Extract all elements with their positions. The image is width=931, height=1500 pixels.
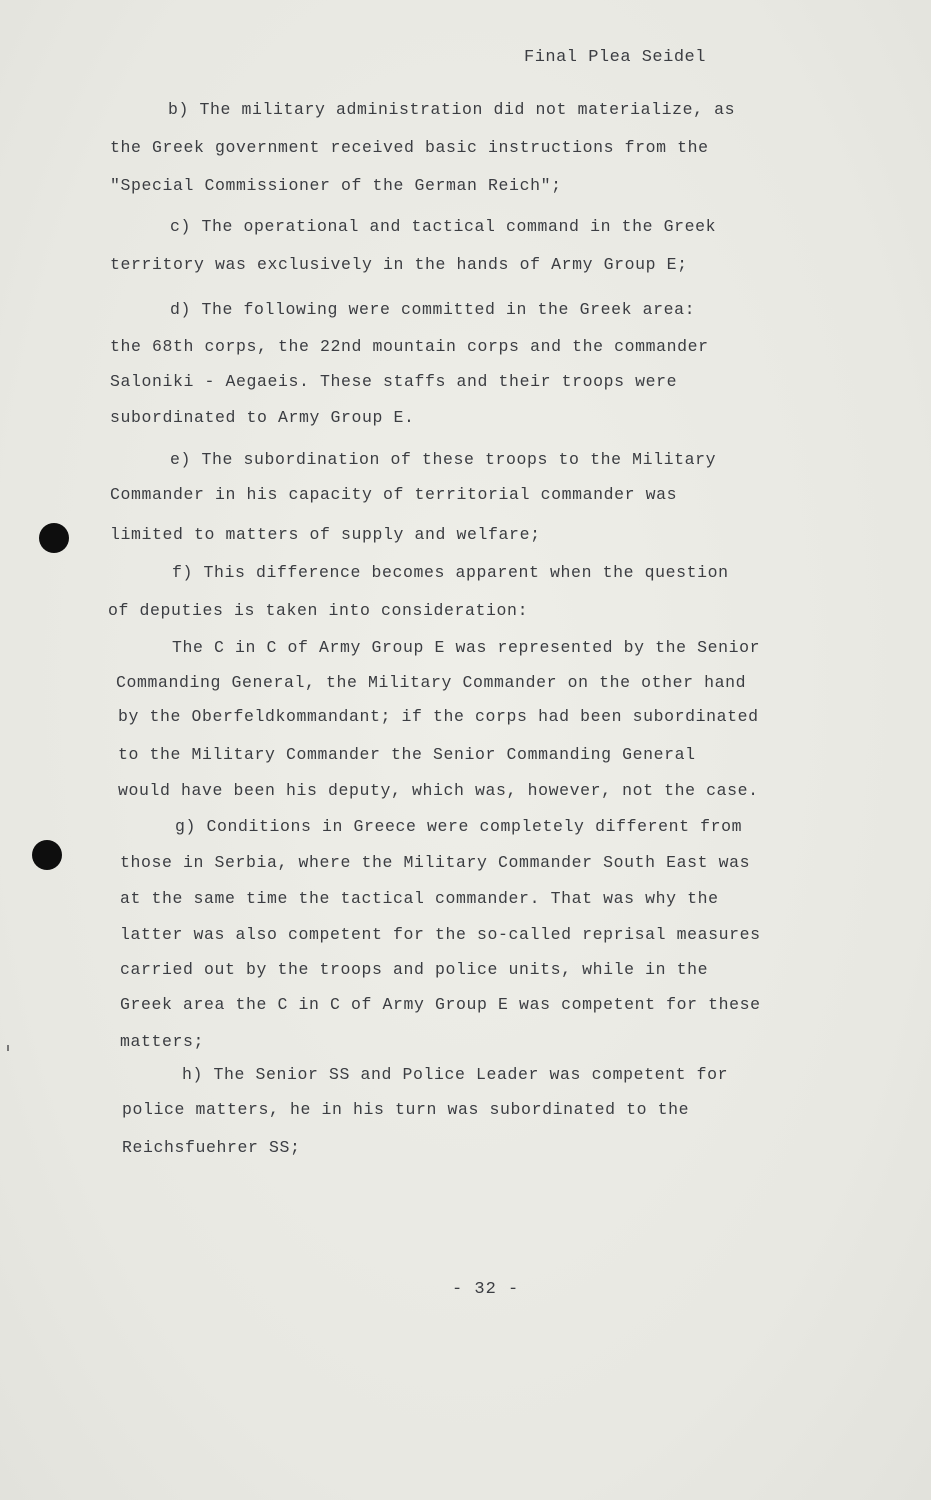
paragraph-e-line-2: Commander in his capacity of territorial commander was — [110, 485, 678, 504]
paragraph-b-line-2: the Greek government received basic instructions from the — [110, 138, 709, 157]
paragraph-d-line-1: d) The following were committed in the Greek area: — [170, 300, 696, 319]
paragraph-e-line-3: limited to matters of supply and welfare; — [110, 525, 541, 544]
paragraph-g-line-5: carried out by the troops and police units, while in the — [120, 960, 709, 979]
paragraph-h-line-1: h) The Senior SS and Police Leader was competent for — [182, 1065, 729, 1084]
paragraph-e-line-1: e) The subordination of these troops to the Military — [170, 450, 717, 469]
paragraph-c-line-2: territory was exclusively in the hands of Army Group E; — [110, 255, 688, 274]
paragraph-g-line-7: matters; — [120, 1032, 205, 1051]
paragraph-f-line-1: f) This difference becomes apparent when the question — [172, 563, 729, 582]
paragraph-b-line-3: "Special Commissioner of the German Reich"; — [110, 176, 562, 195]
paragraph-c-line-1: c) The operational and tactical command in the Greek — [170, 217, 717, 236]
paragraph-f-line-2: of deputies is taken into consideration: — [108, 601, 529, 620]
paragraph-f2-line-3: by the Oberfeldkommandant; if the corps had been subordinated — [118, 707, 759, 726]
paragraph-g-line-6: Greek area the C in C of Army Group E was competent for these — [120, 995, 761, 1014]
paragraph-d-line-2: the 68th corps, the 22nd mountain corps and the commander — [110, 337, 709, 356]
paragraph-g-line-4: latter was also competent for the so-called reprisal measures — [120, 925, 761, 944]
paragraph-g-line-2: those in Serbia, where the Military Commander South East was — [120, 853, 751, 872]
paragraph-f2-line-2: Commanding General, the Military Commander on the other hand — [116, 673, 747, 692]
paragraph-f2-line-5: would have been his deputy, which was, however, not the case. — [118, 781, 759, 800]
paragraph-h-line-3: Reichsfuehrer SS; — [122, 1138, 301, 1157]
punch-hole-top — [39, 523, 69, 553]
paragraph-f2-line-4: to the Military Commander the Senior Commanding General — [118, 745, 696, 764]
paragraph-h-line-2: police matters, he in his turn was subordinated to the — [122, 1100, 690, 1119]
page-number: - 32 - — [452, 1280, 520, 1299]
paragraph-g-line-3: at the same time the tactical commander. That was why the — [120, 889, 719, 908]
paragraph-b-line-1: b) The military administration did not materialize, as — [168, 100, 736, 119]
paragraph-g-line-1: g) Conditions in Greece were completely different from — [175, 817, 743, 836]
page-header: Final Plea Seidel — [524, 48, 706, 67]
punch-hole-bottom — [32, 840, 62, 870]
paragraph-d-line-3: Saloniki - Aegaeis. These staffs and their troops were — [110, 372, 678, 391]
paper-speck — [7, 1045, 9, 1051]
paragraph-d-line-4: subordinated to Army Group E. — [110, 408, 415, 427]
paragraph-f2-line-1: The C in C of Army Group E was represented by the Senior — [172, 638, 761, 657]
